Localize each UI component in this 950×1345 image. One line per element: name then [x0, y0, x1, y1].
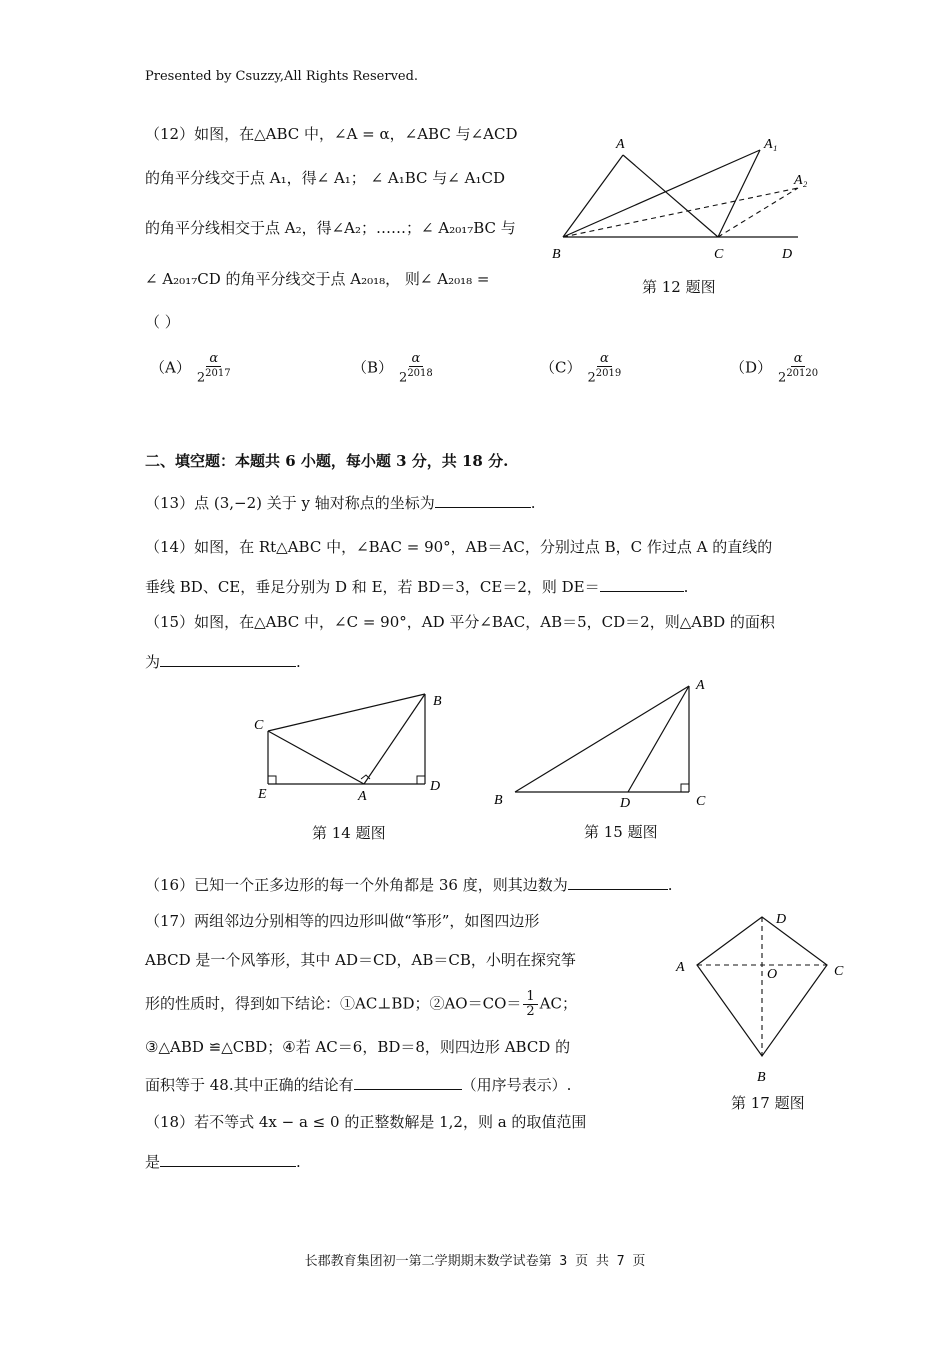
line-ba [563, 155, 623, 237]
option-fraction [778, 352, 818, 385]
q17-line3 [145, 990, 577, 1019]
label-b: B [494, 793, 503, 808]
q16-answer-blank[interactable] [568, 873, 668, 890]
q13 [145, 491, 536, 514]
label-a: A [696, 678, 705, 693]
line-ca [268, 731, 364, 784]
option-fraction [587, 352, 621, 385]
q12-option-a [150, 352, 231, 385]
q17-line5 [145, 1073, 571, 1096]
line-ba1 [563, 150, 760, 237]
line-ca1 [718, 150, 760, 237]
q14-line1: （14）如图，在 Rt△ABC 中，∠BAC = 90°，AB＝AC，分别过点 B，C 作过点 A 的直线的 [145, 538, 773, 556]
q15-line2 [145, 650, 301, 673]
q12-option-c [540, 352, 621, 385]
page-header: Presented by Csuzzy,All Rights Reserved. [145, 69, 419, 84]
q13-text: （13）点 (3,−2) 关于 y 轴对称点的坐标为 [145, 494, 435, 512]
line-ab [364, 694, 425, 784]
q17-line4: ③△ABD ≌△CBD；④若 AC＝6，BD＝8，则四边形 ABCD 的 [145, 1038, 571, 1056]
frac-num: α [206, 352, 221, 367]
line-da [628, 686, 689, 792]
frac-exp: 20120 [786, 368, 819, 379]
label-d: D [776, 912, 787, 927]
q12-option-b [352, 352, 433, 385]
q15-end: . [296, 653, 301, 671]
q14-answer-blank[interactable] [600, 575, 684, 592]
q12-option-d [730, 352, 818, 385]
q17-figure [670, 905, 855, 1090]
line-ac [623, 155, 718, 237]
q17-end: （用序号表示）. [461, 1076, 572, 1094]
option-fraction [399, 352, 433, 385]
q12-figure [548, 130, 818, 265]
frac-num: α [409, 352, 424, 367]
q17-answer-blank[interactable] [354, 1073, 462, 1090]
label-c: C [696, 794, 706, 809]
label-c: C [254, 718, 264, 733]
q15-caption: 第 15 题图 [584, 823, 658, 841]
label-a2: A₂ [794, 173, 808, 188]
q16-text: （16）已知一个正多边形的每一个外角都是 36 度，则其边数为 [145, 876, 568, 894]
q13-answer-blank[interactable] [435, 491, 531, 508]
q12-line2: 的角平分线交于点 A₁，得∠ A₁； ∠ A₁BC 与∠ A₁CD [145, 169, 505, 187]
q12-line3: 的角平分线相交于点 A₂，得∠A₂；……；∠ A₂₀₁₇BC 与 [145, 219, 516, 237]
q17-line2: ABCD 是一个风筝形，其中 AD＝CD，AB＝CB，小明在探究筝 [145, 951, 576, 969]
section-title: 二、填空题：本题共 6 小题，每小题 3 分，共 18 分. [145, 452, 509, 470]
frac-den [778, 367, 818, 385]
q17-caption: 第 17 题图 [731, 1094, 805, 1112]
q14-figure [250, 685, 450, 810]
line-cb [268, 694, 425, 731]
option-fraction [197, 352, 231, 385]
frac-num: α [791, 352, 806, 367]
option-label: （D） [730, 358, 773, 377]
frac-base: 2 [587, 370, 596, 386]
label-d: D [782, 247, 793, 262]
q17-text: 面积等于 48.其中正确的结论有 [145, 1076, 354, 1094]
line-ba [515, 686, 689, 792]
label-b: B [552, 247, 561, 262]
q14-text: 垂线 BD、CE，垂足分别为 D 和 E，若 BD＝3，CE＝2，则 DE＝ [145, 578, 600, 596]
label-a1: A₁ [764, 137, 778, 152]
q15-line1: （15）如图，在△ABC 中，∠C = 90°，AD 平分∠BAC，AB＝5，CD＝2，则△ABD 的面积 [145, 613, 775, 631]
q18-answer-blank[interactable] [160, 1150, 296, 1167]
q12-caption: 第 12 题图 [642, 278, 716, 296]
label-d: D [430, 779, 441, 794]
frac-base: 2 [196, 370, 206, 386]
label-b: B [757, 1070, 766, 1085]
label-a: A [676, 960, 685, 975]
q12-line1: （12）如图，在△ABC 中，∠A = α，∠ABC 与∠ACD [145, 125, 518, 143]
label-a: A [616, 137, 625, 152]
q17-line1: （17）两组邻边分别相等的四边形叫做“筝形”，如图四边形 [145, 912, 540, 930]
option-label: （A） [150, 358, 191, 377]
frac-den: 2 [526, 1004, 535, 1019]
page-footer: 长郡教育集团初一第二学期期末数学试卷第 3 页 共 7 页 [304, 1254, 646, 1269]
frac-exp: 2019 [595, 368, 622, 379]
q14-caption: 第 14 题图 [312, 824, 386, 842]
q15-answer-blank[interactable] [160, 650, 296, 667]
frac-den [587, 367, 621, 385]
q15-text: 为 [145, 653, 161, 671]
q16-end: . [667, 876, 673, 894]
q15-figure [490, 675, 720, 815]
q12-line4: ∠ A₂₀₁₇CD 的角平分线交于点 A₂₀₁₈， 则∠ A₂₀₁₈ = [145, 270, 490, 288]
label-d: D [620, 796, 631, 811]
label-o: O [767, 967, 778, 982]
frac-base: 2 [778, 370, 787, 386]
q17-text: 形的性质时，得到如下结论：①AC⊥BD；②AO＝CO＝ [145, 994, 522, 1013]
frac-exp: 2018 [407, 368, 433, 379]
right-angle-c [681, 784, 689, 792]
frac-base: 2 [399, 370, 408, 386]
label-e: E [258, 787, 267, 802]
label-c: C [834, 964, 844, 979]
q12-line5: （ ） [145, 313, 180, 331]
label-b: B [433, 694, 442, 709]
q13-end: . [530, 494, 536, 512]
frac-den [399, 367, 433, 385]
q18-text: 是 [145, 1153, 161, 1171]
q14-end: . [683, 578, 689, 596]
frac-exp: 2017 [205, 368, 231, 379]
q14-line2 [145, 575, 688, 598]
q18-line2 [145, 1150, 301, 1173]
q16 [145, 873, 673, 896]
q18-line1: （18）若不等式 4x − a ≤ 0 的正整数解是 1,2，则 a 的取值范围 [145, 1113, 587, 1131]
option-label: （B） [352, 358, 394, 377]
right-angle-e [268, 776, 276, 784]
frac-den [197, 367, 231, 385]
label-c: C [714, 247, 724, 262]
label-a: A [358, 789, 367, 804]
q17-text-end: AC； [539, 994, 577, 1013]
frac-num: α [597, 352, 612, 367]
line-ba2 [563, 188, 798, 237]
q18-end: . [296, 1153, 301, 1171]
frac-num: 1 [523, 990, 537, 1005]
option-label: （C） [540, 358, 582, 377]
right-angle-d [417, 776, 425, 784]
right-angle-a [361, 775, 370, 779]
q17-fraction [523, 990, 537, 1019]
